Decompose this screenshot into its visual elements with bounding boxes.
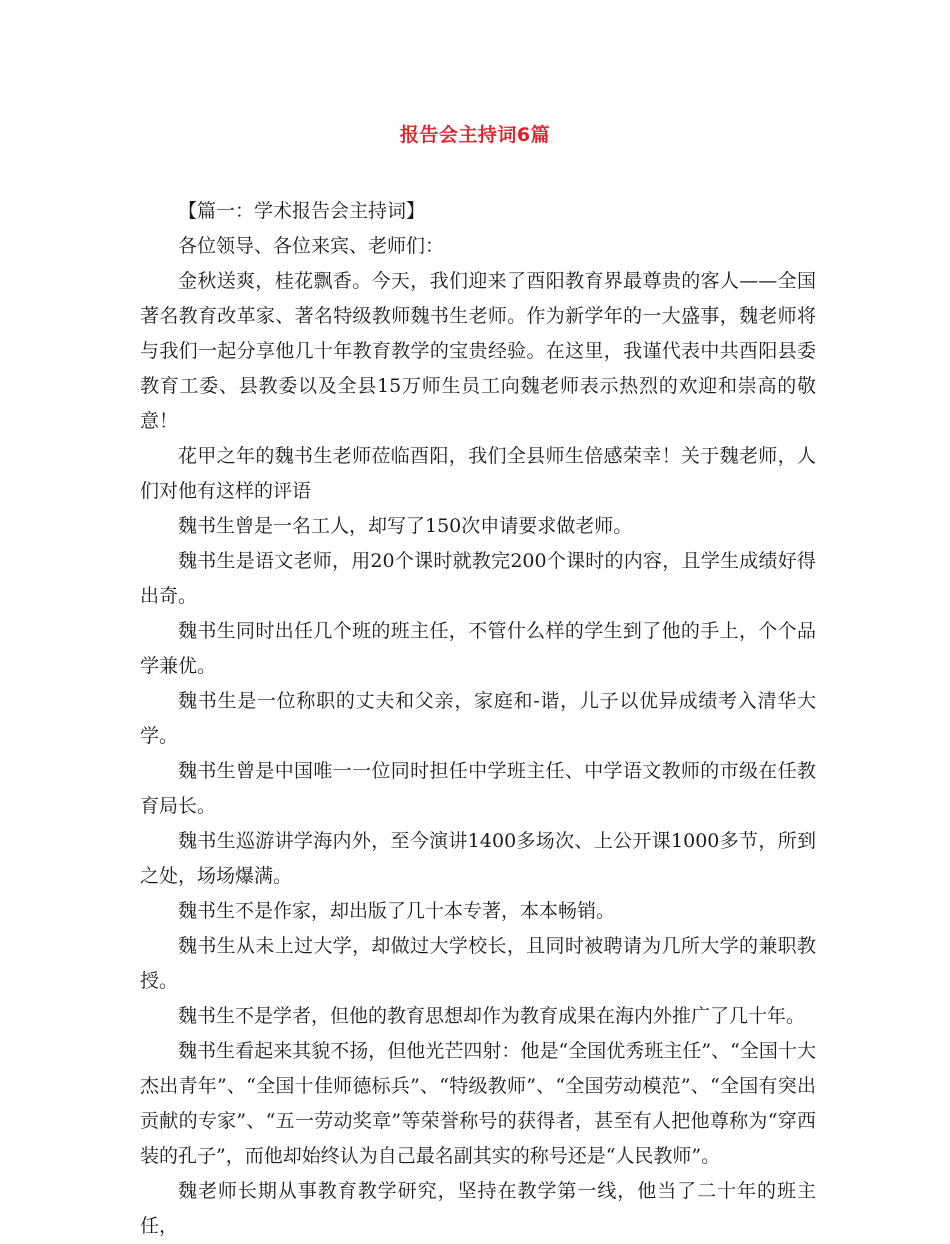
paragraph: 花甲之年的魏书生老师莅临酉阳，我们全县师生倍感荣幸！关于魏老师，人们对他有这样的评语 xyxy=(140,445,816,502)
paragraph: 魏老师长期从事教育教学研究，坚持在教学第一线，他当了二十年的班主任， xyxy=(140,1180,816,1237)
paragraph: 魏书生是一位称职的丈夫和父亲，家庭和-谐，儿子以优异成绩考入清华大学。 xyxy=(140,690,816,747)
paragraph: 魏书生巡游讲学海内外，至今演讲1400多场次、上公开课1000多节，所到之处，场场爆满。 xyxy=(140,830,816,887)
paragraph: 金秋送爽，桂花飘香。今天，我们迎来了酉阳教育界最尊贵的客人——全国著名教育改革家、著名特级教师魏书生老师。作为新学年的一大盛事，魏老师将与我们一起分享他几十年教育教学的宝贵经验。在这里，我谨代表中共酉阳县委教育工委、县教委以及全县15万师生员工向魏老师表示热烈的欢迎和崇高的敬意！ xyxy=(140,270,816,432)
section-heading: 【篇一：学术报告会主持词】 xyxy=(178,200,426,222)
salutation: 各位领导、各位来宾、老师们： xyxy=(178,235,445,257)
document-body xyxy=(140,194,816,1244)
paragraph: 魏书生曾是中国唯一一位同时担任中学班主任、中学语文教师的市级在任教育局长。 xyxy=(140,760,816,817)
paragraph: 魏书生看起来其貌不扬，但他光芒四射：他是“全国优秀班主任”、“全国十大杰出青年”、“全国十佳师德标兵”、“特级教师”、“全国劳动模范”、“全国有突出贡献的专家”、“五一劳动奖章”等荣誉称号的获得者，甚至有人把他尊称为“穿西装的孔子”，而他却始终认为自己最名副其实的称号还是“人民教师”。 xyxy=(140,1040,816,1167)
paragraph: 魏书生从未上过大学，却做过大学校长，且同时被聘请为几所大学的兼职教授。 xyxy=(140,935,816,992)
document-title: 报告会主持词6篇 xyxy=(399,124,551,146)
paragraph: 魏书生是语文老师，用20个课时就教完200个课时的内容，且学生成绩好得出奇。 xyxy=(140,550,816,607)
paragraph: 魏书生同时出任几个班的班主任，不管什么样的学生到了他的手上，个个品学兼优。 xyxy=(140,620,816,677)
paragraph: 魏书生不是作家，却出版了几十本专著，本本畅销。 xyxy=(178,900,616,922)
paragraph: 魏书生不是学者，但他的教育思想却作为教育成果在海内外推广了几十年。 xyxy=(178,1005,806,1027)
paragraph: 魏书生曾是一名工人，却写了150次申请要求做老师。 xyxy=(178,515,633,537)
